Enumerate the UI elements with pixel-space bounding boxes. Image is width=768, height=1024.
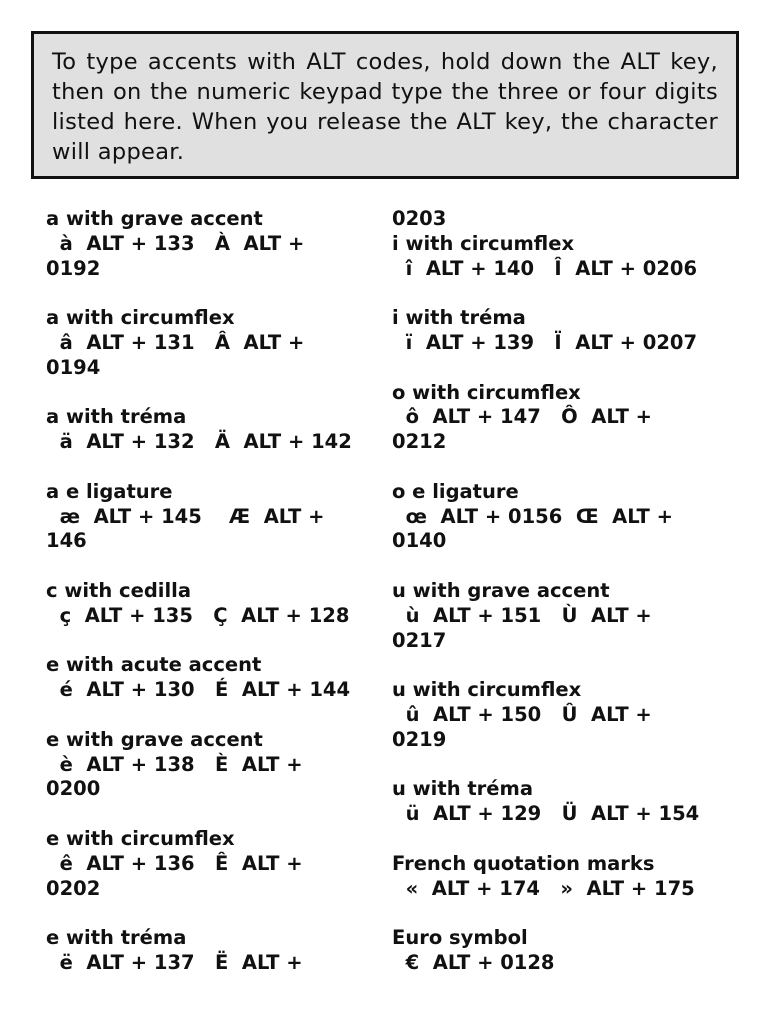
entry-e-circumflex <box>46 827 386 901</box>
entry-o-circumflex <box>392 381 742 455</box>
entry-line: u with tréma <box>392 777 534 801</box>
entry-line: ê ALT + 136 Ê ALT + <box>46 851 303 875</box>
entry-u-circumflex <box>392 678 742 752</box>
entry-line: 0202 <box>46 876 101 900</box>
entry-line: « ALT + 174 » ALT + 175 <box>392 876 695 900</box>
entry-line: e with acute accent <box>46 653 262 677</box>
entry-ae-ligature <box>46 480 386 554</box>
entry-line: ô ALT + 147 Ô ALT + <box>392 405 653 429</box>
entry-line: è ALT + 138 È ALT + <box>46 752 303 776</box>
entry-i-trema <box>392 306 742 356</box>
entry-e-acute <box>46 653 386 703</box>
entry-line: a with grave accent <box>46 207 263 230</box>
entry-line: û ALT + 150 Û ALT + <box>392 702 652 726</box>
entry-line: e with grave accent <box>46 727 263 751</box>
entry-line: 0200 <box>46 777 101 801</box>
entry-line: a with tréma <box>46 405 187 429</box>
entry-line: i with tréma <box>392 306 526 330</box>
entry-e-trema <box>46 926 386 976</box>
entry-line: a e ligature <box>46 479 173 503</box>
entry-line: o e ligature <box>392 479 519 503</box>
entry-line: ë ALT + 137 Ë ALT + <box>46 950 303 974</box>
entry-line: â ALT + 131 Â ALT + <box>46 330 305 354</box>
entry-line: 0192 <box>46 256 101 280</box>
entry-line: à ALT + 133 À ALT + <box>46 231 305 255</box>
entry-line: a with circumflex <box>46 306 235 330</box>
entry-line: 0194 <box>46 355 101 379</box>
entry-line: u with grave accent <box>392 578 610 602</box>
entry-line: e with tréma <box>46 926 187 950</box>
entry-line: î ALT + 140 Î ALT + 0206 <box>392 256 698 280</box>
entry-line: c with cedilla <box>46 578 191 602</box>
entry-line: e with circumflex <box>46 826 235 850</box>
entry-line: € ALT + 0128 <box>392 950 555 974</box>
intro-box <box>31 31 739 179</box>
entry-euro <box>392 926 742 976</box>
entry-line: French quotation marks <box>392 851 655 875</box>
entry-a-trema <box>46 405 386 455</box>
entry-line: 0203 <box>392 207 447 230</box>
entry-line: é ALT + 130 É ALT + 144 <box>46 678 351 702</box>
entry-line: ç ALT + 135 Ç ALT + 128 <box>46 603 350 627</box>
entry-line: Euro symbol <box>392 926 528 950</box>
intro-text: To type accents with ALT codes, hold down the ALT key, then on the numeric keypad type the three or four digits listed here. When you release the ALT key, the character will appear. <box>52 49 718 165</box>
entry-line: u with circumflex <box>392 678 582 702</box>
entry-line: 0217 <box>392 628 447 652</box>
entry-french-quotes <box>392 852 742 902</box>
entry-c-cedilla <box>46 579 386 629</box>
right-column <box>392 207 742 1001</box>
entry-line: æ ALT + 145 Æ ALT + <box>46 504 325 528</box>
entry-u-grave <box>392 579 742 653</box>
entry-line: 0140 <box>392 529 447 553</box>
entry-line: 146 <box>46 529 87 553</box>
entry-line: i with circumflex <box>392 231 575 255</box>
entry-e-trema-cont <box>392 207 742 281</box>
entry-line: o with circumflex <box>392 380 581 404</box>
entry-line: 0219 <box>392 727 447 751</box>
entry-u-trema <box>392 777 742 827</box>
entry-e-grave <box>46 728 386 802</box>
entry-a-grave <box>46 207 386 281</box>
entry-line: 0212 <box>392 430 447 454</box>
entry-oe-ligature <box>392 480 742 554</box>
entry-line: ü ALT + 129 Ü ALT + 154 <box>392 802 700 826</box>
entry-a-circumflex <box>46 306 386 380</box>
entry-line: ù ALT + 151 Ù ALT + <box>392 603 652 627</box>
entry-line: ä ALT + 132 Ä ALT + 142 <box>46 430 352 454</box>
left-column <box>46 207 386 1001</box>
entry-line: ï ALT + 139 Ï ALT + 0207 <box>392 330 698 354</box>
entry-line: œ ALT + 0156 Œ ALT + <box>392 504 673 528</box>
